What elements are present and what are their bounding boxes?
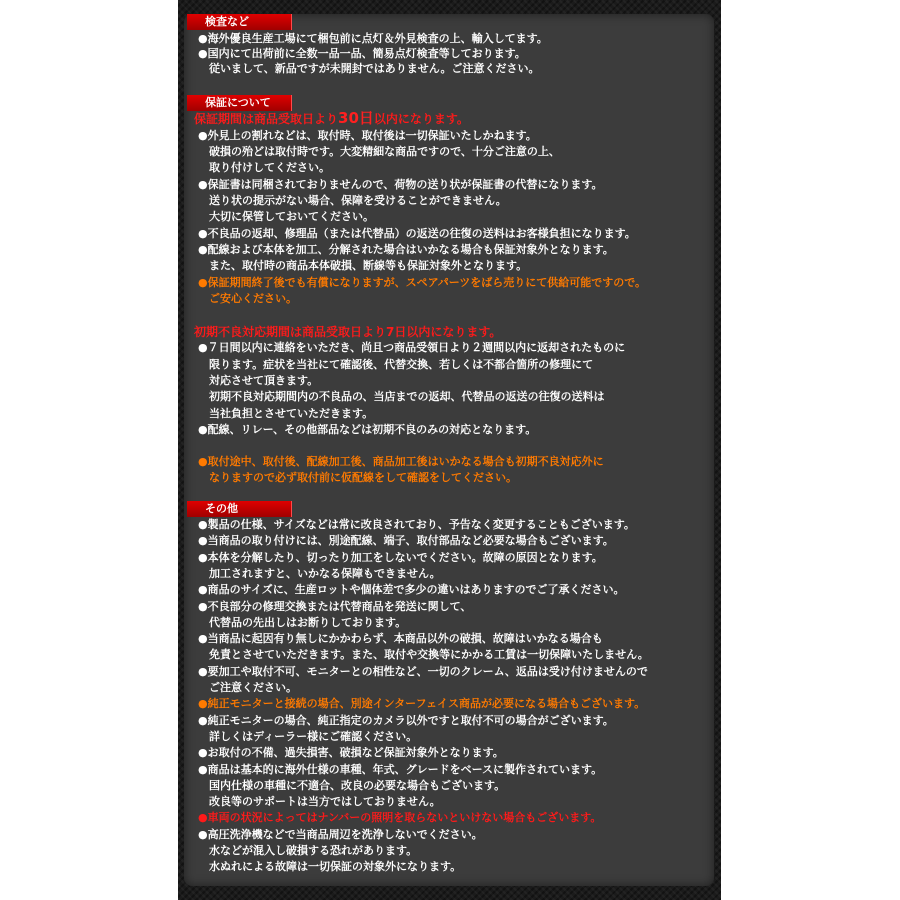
other-line: ●商品は基本的に海外仕様の車種、年式、グレードをベースに製作されています。 [198, 763, 603, 776]
other-line: 水ぬれによる故障は一切保証の対象外になります。 [198, 860, 462, 873]
inspection-line: ●国内にて出荷前に全数一品一品、簡易点灯検査等しております。 [198, 47, 526, 60]
initial-defect-line: ●配線、リレー、その他部品などは初期不良のみの対応となります。 [198, 423, 537, 436]
warranty-period-emphasis: 30日 [338, 109, 374, 127]
other-line: ●当商品に起因有り無しにかかわらず、本商品以外の破損、故障はいかなる場合も [198, 632, 603, 645]
section-heading-warranty: 保証について [187, 95, 292, 111]
other-line: ●本体を分解したり、切ったり加工をしないでください。故障の原因となります。 [198, 551, 603, 564]
other-line: 国内仕様の車種に不適合、改良の必要な場合もございます。 [198, 779, 506, 792]
initial-defect-line: 当社負担とさせていただきます。 [198, 407, 374, 420]
warranty-line: 大切に保管しておいてください。 [198, 210, 374, 223]
initial-defect-heading: 初期不良対応期間は商品受取日より7日以内になります。 [194, 325, 502, 339]
other-line: ●製品の仕様、サイズなどは常に改良されており、予告なく変更することもございます。 [198, 518, 635, 531]
section-heading-other: その他 [187, 501, 292, 517]
warranty-period-prefix: 保証期間は商品受取日より [194, 112, 339, 126]
other-line: 水などが混入し破損する恐れがあります。 [198, 844, 418, 857]
section-heading-inspection: 検査など [187, 14, 292, 30]
warranty-line: ●配線および本体を加工、分解された場合はいかなる場合も保証対象外となります。 [198, 243, 614, 256]
warranty-period-suffix: 以内になります。 [373, 112, 469, 126]
other-line: 加工されますと、いかなる保障もできません。 [198, 567, 441, 580]
warranty-line: ●外見上の割れなどは、取付時、取付後は一切保証いたしかねます。 [198, 129, 537, 142]
initial-defect-orange-line: なりますので必ず取付前に仮配線をして確認をしてください。 [198, 471, 517, 484]
warranty-period-line [194, 110, 469, 127]
inspection-line: 従いまして、新品ですが未開封ではありません。ご注意ください。 [198, 62, 540, 75]
initial-defect-line: 対応させて頂きます。 [198, 374, 319, 387]
initial-defect-line: 初期不良対応期間内の不良品の、当店までの返却、代替品の返送の往復の送料は [198, 390, 605, 403]
other-line: ●高圧洗浄機などで当商品周辺を洗浄しないでください。 [198, 828, 483, 841]
other-line: 改良等のサポートは当方ではしておりません。 [198, 795, 441, 808]
other-line: ●要加工や取付不可、モニターとの相性など、一切のクレーム、返品は受け付けませんので [198, 665, 648, 678]
warranty-line: 取り付けしてください。 [198, 161, 330, 174]
other-line: ●当商品の取り付けには、別途配線、端子、取付部品など必要な場合もございます。 [198, 534, 614, 547]
other-line: ご注意ください。 [198, 681, 297, 694]
notice-card [184, 14, 714, 886]
warranty-line: ●不良品の返却、修理品（または代替品）の返送の往復の送料はお客様負担になります。 [198, 227, 636, 240]
initial-defect-line: ●７日間以内に連絡をいただき、尚且つ商品受領日より２週間以内に返却されたものに [198, 341, 626, 354]
warranty-line: ●保証書は同梱されておりませんので、荷物の送り状が保証書の代替になります。 [198, 178, 603, 191]
warranty-line: また、取付時の商品本体破損、断線等も保証対象外となります。 [198, 259, 528, 272]
other-line: ●車両の状況によってはナンバーの照明を取らないといけない場合もございます。 [198, 811, 602, 824]
other-line: ●不良部分の修理交換または代替商品を発送に関して、 [198, 600, 472, 613]
initial-defect-orange-line: ●取付途中、取付後、配線加工後、商品加工後はいかなる場合も初期不良対応外に [198, 455, 604, 468]
other-line: ●純正モニターの場合、純正指定のカメラ以外ですと取付不可の場合がございます。 [198, 714, 614, 727]
warranty-line: 送り状の提示がない場合、保障を受けることができません。 [198, 194, 507, 207]
inspection-line: ●海外優良生産工場にて梱包前に点灯＆外見検査の上、輸入してます。 [198, 32, 548, 45]
warranty-orange-line: ●保証期間終了後でも有償になりますが、スペアパーツをばら売りにて供給可能ですので。 [198, 276, 647, 289]
other-line: 詳しくはディーラー様にご確認ください。 [198, 730, 418, 743]
warranty-line: 破損の殆どは取付時です。大変精細な商品ですので、十分ご注意の上、 [198, 145, 560, 158]
other-line: ●純正モニターと接続の場合、別途インターフェイス商品が必要になる場合もございます。 [198, 697, 646, 710]
other-line: ●お取付の不備、過失損害、破損など保証対象外となります。 [198, 746, 504, 759]
initial-defect-line: 限ります。症状を当社にて確認後、代替交換、若しくは不都合箇所の修理にて [198, 358, 594, 371]
other-line: 代替品の先出しはお断りしております。 [198, 616, 407, 629]
other-line: 免責とさせていただきます。また、取付や交換等にかかる工賃は一切保障いたしません。 [198, 648, 649, 661]
other-line: ●商品のサイズに、生産ロットや個体差で多少の違いはありますのでご了承ください。 [198, 583, 625, 596]
warranty-orange-line: ご安心ください。 [198, 292, 297, 305]
notice-panel [178, 0, 721, 900]
